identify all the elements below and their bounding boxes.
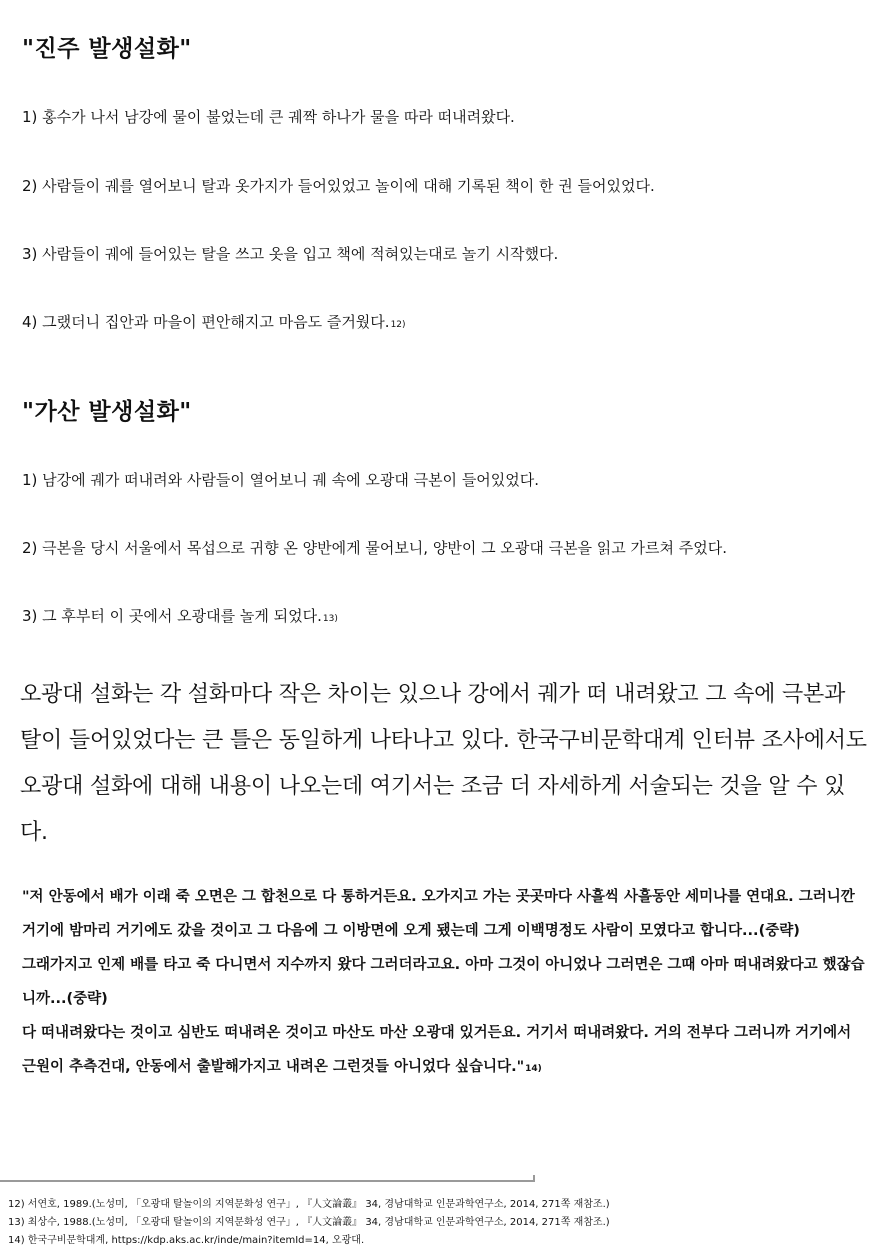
gasan-item-2: 2) 극본을 당시 서울에서 목섭으로 귀향 온 양반에게 물어보니, 양반이 그 오광대 극본을 읽고 가르쳐 주었다. xyxy=(22,539,728,557)
jinju-item-2: 2) 사람들이 궤를 열어보니 탈과 옷가지가 들어있었고 놀이에 대해 기록된 책이 한 권 들어있었다. xyxy=(22,177,655,195)
footnote-13: 13) 최상수, 1988.(노성미, 「오광대 탈놀이의 지역문화성 연구」, 『人文論叢』 34, 경남대학교 인문과학연구소, 2014, 271쪽 재참조.) xyxy=(8,1217,610,1228)
footnote-12: 12) 서연호, 1989.(노성미, 「오광대 탈놀이의 지역문화성 연구」, 『人文論叢』 34, 경남대학교 인문과학연구소, 2014, 271쪽 재참조.) xyxy=(8,1199,610,1210)
jinju-item-1: 1) 홍수가 나서 남강에 물이 불었는데 큰 궤짝 하나가 물을 따라 떠내려왔다. xyxy=(22,108,515,126)
quote-line-1: "저 안동에서 배가 이래 죽 오면은 그 합천으로 다 통하거든요. 오가지고 가는 곳곳마다 사흘씩 사흘동안 세미나를 연대요. 그러니깐 거기에 밤마리 거기에도 갔을 것이고 그 다음에 그 이방면에 오게 됐는데 그게 이백명정도 사람이 모였다고 합니다...(중략) xyxy=(22,889,855,939)
gasan-item-3: 3) 그 후부터 이 곳에서 오광대를 놀게 되었다.13) xyxy=(22,607,338,625)
quote-line-3: 다 떠내려왔다는 것이고 심반도 떠내려온 것이고 마산도 마산 오광대 있거든요. 거기서 떠내려왔다. 거의 전부다 그러니까 거기에서 근원이 추측건대, 안동에서 출발해가지고 내려온 그런것들 아니었다 싶습니다."14) xyxy=(22,1025,852,1075)
quote-line-2: 그래가지고 인제 배를 타고 죽 다니면서 지수까지 왔다 그러더라고요. 아마 그것이 아니었나 그러면은 그때 아마 떠내려왔다고 했잖습니까...(중략) xyxy=(22,957,865,1007)
footnote-separator xyxy=(0,1180,535,1182)
section-title-gasan: "가산 발생설화" xyxy=(22,399,192,425)
jinju-item-4: 4) 그랬더니 집안과 마을이 편안해지고 마음도 즐거웠다.12) xyxy=(22,313,406,331)
body-paragraph: 오광대 설화는 각 설화마다 작은 차이는 있으나 강에서 궤가 떠 내려왔고 그 속에 극본과 탈이 들어있었다는 큰 틀은 동일하게 나타나고 있다. 한국구비문학대계 인터뷰 조사에서도 오광대 설화에 대해 내용이 나오는데 여기서는 조금 더 자세하게 서술되는 것을 알 수 있다. xyxy=(20,682,867,845)
footnote-14: 14) 한국구비문학대계, https://kdp.aks.ac.kr/inde/main?itemId=14, 오광대. xyxy=(8,1235,365,1246)
section-title-jinju: "진주 발생설화" xyxy=(22,36,192,62)
jinju-item-3: 3) 사람들이 궤에 들어있는 탈을 쓰고 옷을 입고 책에 적혀있는대로 놀기 시작했다. xyxy=(22,245,559,263)
footnote-ref-14: 14) xyxy=(525,1064,542,1074)
footnote-ref-12: 12) xyxy=(390,320,406,330)
footnote-separator-end xyxy=(533,1175,535,1182)
gasan-item-1: 1) 남강에 궤가 떠내려와 사람들이 열어보니 궤 속에 오광대 극본이 들어있었다. xyxy=(22,471,540,489)
footnote-ref-13: 13) xyxy=(322,614,338,624)
interview-quote xyxy=(22,880,870,1086)
